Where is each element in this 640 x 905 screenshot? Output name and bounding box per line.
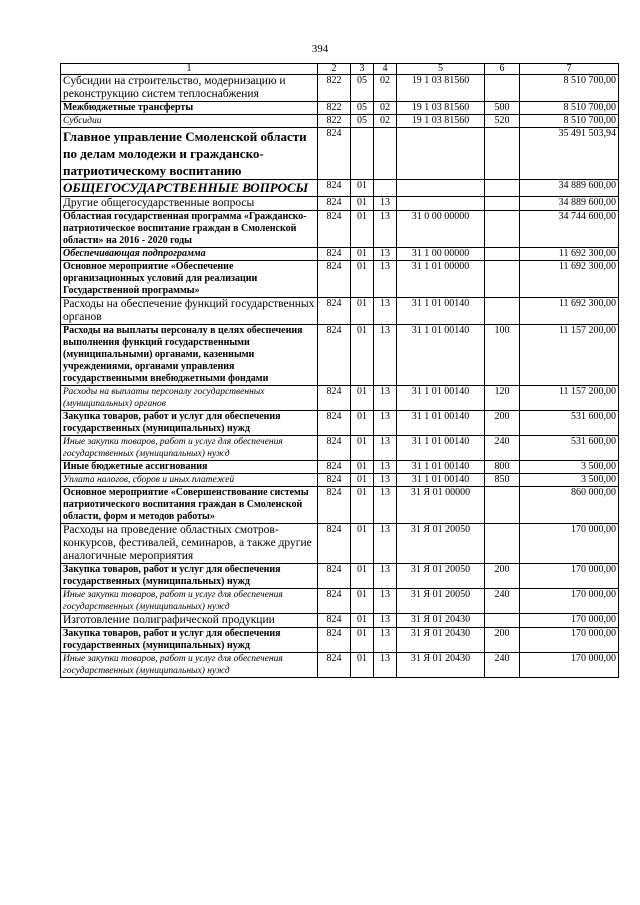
row-name: Основное мероприятие «Совершенствование системы патриотического воспитания граждан в Смоленской области, форм и методов работы»	[61, 487, 318, 524]
table-row	[61, 628, 619, 653]
row-name: Субсидии на строительство, модернизацию и реконструкцию систем теплоснабжения	[61, 75, 318, 102]
admin-code: 824	[318, 653, 351, 678]
target-article-code: 19 1 03 81560	[397, 75, 485, 102]
target-article-code: 31 1 01 00140	[397, 298, 485, 325]
target-article-code: 31 1 01 00140	[397, 474, 485, 487]
column-header: 3	[351, 64, 374, 75]
table-row	[61, 180, 619, 197]
amount: 170 000,00	[520, 589, 619, 614]
amount: 3 500,00	[520, 474, 619, 487]
admin-code: 824	[318, 564, 351, 589]
admin-code: 824	[318, 487, 351, 524]
admin-code: 824	[318, 261, 351, 298]
admin-code: 824	[318, 197, 351, 211]
row-name: Расходы на проведение областных смотров-конкурсов, фестивалей, семинаров, а также другие аналогичные мероприятия	[61, 524, 318, 564]
section-code: 01	[351, 386, 374, 411]
target-article-code: 31 1 01 00140	[397, 325, 485, 386]
table-row	[61, 564, 619, 589]
expense-type-code: 800	[485, 461, 520, 474]
table-row	[61, 102, 619, 115]
target-article-code: 31 1 00 00000	[397, 248, 485, 261]
admin-code: 822	[318, 102, 351, 115]
amount: 170 000,00	[520, 628, 619, 653]
budget-table	[60, 63, 619, 678]
subsection-code: 13	[374, 628, 397, 653]
column-header: 1	[61, 64, 318, 75]
row-name: Иные закупки товаров, работ и услуг для обеспечения государственных (муниципальных) нужд	[61, 436, 318, 461]
subsection-code: 13	[374, 564, 397, 589]
target-article-code	[397, 197, 485, 211]
section-code: 01	[351, 474, 374, 487]
subsection-code: 13	[374, 386, 397, 411]
page-number: 394	[311, 43, 329, 55]
admin-code: 824	[318, 628, 351, 653]
target-article-code: 31 1 01 00140	[397, 461, 485, 474]
table-row	[61, 197, 619, 211]
section-code: 01	[351, 461, 374, 474]
expense-type-code: 200	[485, 628, 520, 653]
section-code: 01	[351, 589, 374, 614]
expense-type-code: 240	[485, 436, 520, 461]
subsection-code: 13	[374, 589, 397, 614]
subsection-code: 13	[374, 436, 397, 461]
target-article-code: 31 1 01 00140	[397, 411, 485, 436]
table-row	[61, 653, 619, 678]
expense-type-code: 500	[485, 102, 520, 115]
admin-code: 824	[318, 180, 351, 197]
section-code: 01	[351, 197, 374, 211]
expense-type-code: 240	[485, 589, 520, 614]
row-name: Субсидии	[61, 115, 318, 128]
admin-code: 824	[318, 298, 351, 325]
target-article-code: 19 1 03 81560	[397, 102, 485, 115]
amount: 8 510 700,00	[520, 115, 619, 128]
admin-code: 824	[318, 248, 351, 261]
subsection-code	[374, 180, 397, 197]
target-article-code: 31 Я 01 20050	[397, 589, 485, 614]
row-name: Закупка товаров, работ и услуг для обеспечения государственных (муниципальных) нужд	[61, 411, 318, 436]
amount: 34 889 600,00	[520, 197, 619, 211]
admin-code: 824	[318, 461, 351, 474]
subsection-code: 02	[374, 115, 397, 128]
admin-code: 824	[318, 211, 351, 248]
table-row	[61, 487, 619, 524]
target-article-code: 31 Я 01 20430	[397, 653, 485, 678]
amount: 34 889 600,00	[520, 180, 619, 197]
subsection-code	[374, 128, 397, 180]
expense-type-code	[485, 248, 520, 261]
subsection-code: 13	[374, 524, 397, 564]
row-name: Уплата налогов, сборов и иных платежей	[61, 474, 318, 487]
table-row	[61, 128, 619, 180]
expense-type-code: 120	[485, 386, 520, 411]
row-name: Другие общегосударственные вопросы	[61, 197, 318, 211]
target-article-code: 31 1 01 00140	[397, 436, 485, 461]
amount: 170 000,00	[520, 614, 619, 628]
expense-type-code	[485, 211, 520, 248]
amount: 170 000,00	[520, 653, 619, 678]
admin-code: 824	[318, 386, 351, 411]
subsection-code: 13	[374, 298, 397, 325]
section-code: 01	[351, 614, 374, 628]
section-code: 05	[351, 102, 374, 115]
admin-code: 822	[318, 115, 351, 128]
section-code: 01	[351, 298, 374, 325]
admin-code: 824	[318, 325, 351, 386]
row-name: Межбюджетные трансферты	[61, 102, 318, 115]
table-row	[61, 411, 619, 436]
admin-code: 822	[318, 75, 351, 102]
expense-type-code	[485, 487, 520, 524]
subsection-code: 13	[374, 461, 397, 474]
target-article-code: 31 Я 01 20050	[397, 564, 485, 589]
subsection-code: 13	[374, 211, 397, 248]
amount: 8 510 700,00	[520, 102, 619, 115]
target-article-code: 31 Я 01 20430	[397, 614, 485, 628]
table-row	[61, 436, 619, 461]
target-article-code: 31 1 01 00000	[397, 261, 485, 298]
column-header: 5	[397, 64, 485, 75]
table-row	[61, 325, 619, 386]
amount: 860 000,00	[520, 487, 619, 524]
column-header: 7	[520, 64, 619, 75]
section-code: 01	[351, 211, 374, 248]
table-row	[61, 211, 619, 248]
column-header: 2	[318, 64, 351, 75]
amount: 11 692 300,00	[520, 248, 619, 261]
row-name: Иные закупки товаров, работ и услуг для обеспечения государственных (муниципальных) нужд	[61, 653, 318, 678]
section-code: 01	[351, 261, 374, 298]
admin-code: 824	[318, 589, 351, 614]
expense-type-code: 200	[485, 564, 520, 589]
expense-type-code	[485, 197, 520, 211]
row-name: Расходы на обеспечение функций государственных органов	[61, 298, 318, 325]
section-code: 01	[351, 180, 374, 197]
subsection-code: 13	[374, 614, 397, 628]
subsection-code: 02	[374, 102, 397, 115]
subsection-code: 02	[374, 75, 397, 102]
table-row	[61, 248, 619, 261]
amount: 8 510 700,00	[520, 75, 619, 102]
row-name: Закупка товаров, работ и услуг для обеспечения государственных (муниципальных) нужд	[61, 628, 318, 653]
expense-type-code	[485, 614, 520, 628]
row-name: ОБЩЕГОСУДАРСТВЕННЫЕ ВОПРОСЫ	[61, 180, 318, 197]
table-row	[61, 589, 619, 614]
table-row	[61, 298, 619, 325]
subsection-code: 13	[374, 248, 397, 261]
section-code: 01	[351, 487, 374, 524]
subsection-code: 13	[374, 325, 397, 386]
column-header: 4	[374, 64, 397, 75]
subsection-code: 13	[374, 197, 397, 211]
subsection-code: 13	[374, 487, 397, 524]
admin-code: 824	[318, 411, 351, 436]
section-code: 01	[351, 248, 374, 261]
section-code: 01	[351, 411, 374, 436]
row-name: Изготовление полиграфической продукции	[61, 614, 318, 628]
section-code: 05	[351, 75, 374, 102]
section-code: 01	[351, 564, 374, 589]
row-name: Областная государственная программа «Гражданско-патриотическое воспитание граждан в Смоленской области» на 2016 - 2020 годы	[61, 211, 318, 248]
expense-type-code	[485, 524, 520, 564]
target-article-code	[397, 128, 485, 180]
expense-type-code: 200	[485, 411, 520, 436]
expense-type-code: 850	[485, 474, 520, 487]
amount: 531 600,00	[520, 436, 619, 461]
section-code: 01	[351, 653, 374, 678]
target-article-code: 31 Я 01 20050	[397, 524, 485, 564]
table-row	[61, 115, 619, 128]
row-name: Главное управление Смоленской области по делам молодежи и гражданско-патриотическому воспитанию	[61, 128, 318, 180]
expense-type-code	[485, 75, 520, 102]
amount: 531 600,00	[520, 411, 619, 436]
header-row	[61, 64, 619, 75]
expense-type-code: 520	[485, 115, 520, 128]
section-code: 01	[351, 524, 374, 564]
expense-type-code	[485, 180, 520, 197]
amount: 11 692 300,00	[520, 298, 619, 325]
row-name: Закупка товаров, работ и услуг для обеспечения государственных (муниципальных) нужд	[61, 564, 318, 589]
amount: 170 000,00	[520, 564, 619, 589]
amount: 35 491 503,94	[520, 128, 619, 180]
admin-code: 824	[318, 524, 351, 564]
table-row	[61, 614, 619, 628]
amount: 34 744 600,00	[520, 211, 619, 248]
subsection-code: 13	[374, 474, 397, 487]
section-code: 01	[351, 436, 374, 461]
table-row	[61, 261, 619, 298]
expense-type-code	[485, 128, 520, 180]
amount: 11 157 200,00	[520, 325, 619, 386]
target-article-code	[397, 180, 485, 197]
table-row	[61, 75, 619, 102]
section-code: 01	[351, 628, 374, 653]
table-row	[61, 386, 619, 411]
section-code: 05	[351, 115, 374, 128]
target-article-code: 31 Я 01 20430	[397, 628, 485, 653]
table-row	[61, 474, 619, 487]
admin-code: 824	[318, 474, 351, 487]
admin-code: 824	[318, 128, 351, 180]
expense-type-code: 240	[485, 653, 520, 678]
amount: 3 500,00	[520, 461, 619, 474]
admin-code: 824	[318, 614, 351, 628]
expense-type-code	[485, 261, 520, 298]
target-article-code: 31 Я 01 00000	[397, 487, 485, 524]
row-name: Иные бюджетные ассигнования	[61, 461, 318, 474]
expense-type-code	[485, 298, 520, 325]
amount: 11 157 200,00	[520, 386, 619, 411]
table-row	[61, 461, 619, 474]
admin-code: 824	[318, 436, 351, 461]
expense-type-code: 100	[485, 325, 520, 386]
target-article-code: 31 1 01 00140	[397, 386, 485, 411]
section-code: 01	[351, 325, 374, 386]
table-body	[61, 75, 619, 678]
subsection-code: 13	[374, 261, 397, 298]
subsection-code: 13	[374, 411, 397, 436]
subsection-code: 13	[374, 653, 397, 678]
column-header: 6	[485, 64, 520, 75]
row-name: Основное мероприятие «Обеспечение организационных условий для реализации Государственной программы»	[61, 261, 318, 298]
target-article-code: 31 0 00 00000	[397, 211, 485, 248]
table-row	[61, 524, 619, 564]
amount: 170 000,00	[520, 524, 619, 564]
row-name: Расходы на выплаты персоналу в целях обеспечения выполнения функций государственными (муниципальными) органами, казенными учреждениями, органами управления государственными внебюджетными фондами	[61, 325, 318, 386]
row-name: Расходы на выплаты персоналу государственных (муниципальных) органов	[61, 386, 318, 411]
row-name: Иные закупки товаров, работ и услуг для обеспечения государственных (муниципальных) нужд	[61, 589, 318, 614]
amount: 11 692 300,00	[520, 261, 619, 298]
section-code	[351, 128, 374, 180]
target-article-code: 19 1 03 81560	[397, 115, 485, 128]
row-name: Обеспечивающая подпрограмма	[61, 248, 318, 261]
